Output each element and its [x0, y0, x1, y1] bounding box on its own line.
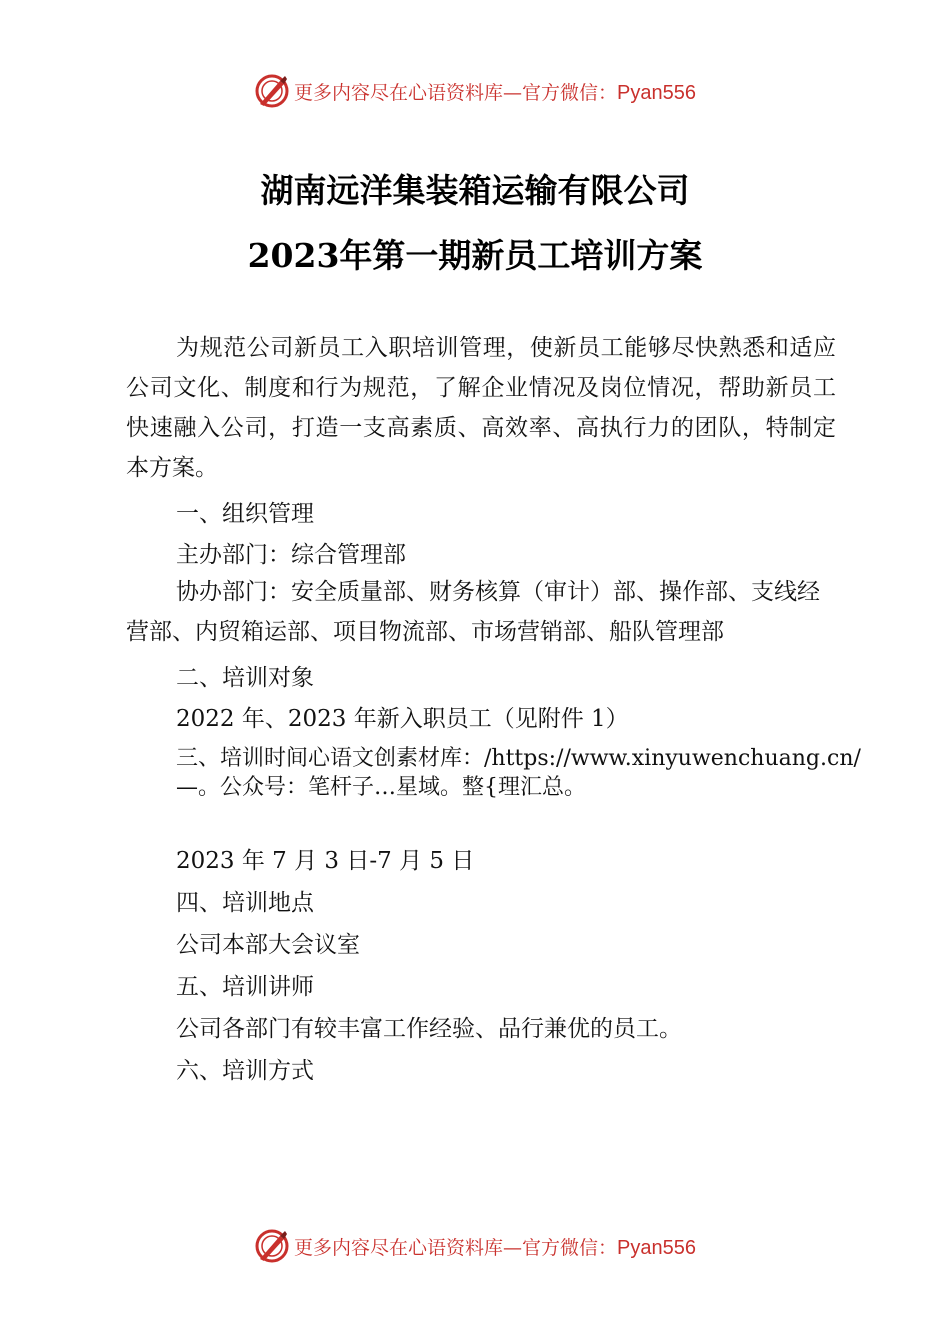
section-1-host-department: 主办部门：综合管理部	[176, 542, 406, 568]
watermark-text: 更多内容尽在心语资料库—官方微信：Pyan556	[294, 81, 696, 104]
document-title-line-1: 湖南远洋集装箱运输有限公司	[260, 171, 690, 210]
section-1-heading: 一、组织管理	[176, 501, 314, 527]
footer-watermark	[0, 1226, 950, 1266]
document-title-line-2: 2023年第一期新员工培训方案	[247, 236, 703, 275]
watermark-wechat-id: Pyan556	[617, 81, 696, 104]
section-6-heading: 六、培训方式	[176, 1058, 314, 1084]
watermark-wechat-id: Pyan556	[617, 1236, 696, 1259]
intro-paragraph-block	[126, 328, 836, 488]
watermark-text: 更多内容尽在心语资料库—官方微信：Pyan556	[294, 1236, 696, 1259]
section-4-heading: 四、培训地点	[176, 890, 314, 916]
pen-seal-icon	[254, 1228, 290, 1264]
section-4-content: 公司本部大会议室	[176, 932, 360, 958]
intro-paragraph: 为规范公司新员工入职培训管理，使新员工能够尽快熟悉和适应公司文化、制度和行为规范，了解企业情况及岗位情况，帮助新员工快速融入公司，打造一支高素质、高效率、高执行力的团队，特制定本方案。	[126, 335, 836, 481]
section-5-content: 公司各部门有较丰富工作经验、品行兼优的员工。	[176, 1016, 682, 1042]
section-2-content: 2022 年、2023 年新入职员工（见附件 1）	[176, 706, 629, 732]
header-watermark	[0, 71, 950, 111]
pen-seal-icon	[254, 73, 290, 109]
section-1-assist-departments: 协办部门：安全质量部、财务核算（审计）部、操作部、支线经营部、内贸箱运部、项目物流部、市场营销部、船队管理部	[126, 579, 820, 645]
section-3-heading: 三、培训时间心语文创素材库：/https://www.xinyuwenchuang.cn/—。公众号：笔杆子…星域。整{理汇总。	[176, 746, 861, 800]
section-3-content: 2023 年 7 月 3 日-7 月 5 日	[176, 848, 475, 874]
section-5-heading: 五、培训讲师	[176, 974, 314, 1000]
section-2-heading: 二、培训对象	[176, 665, 314, 691]
